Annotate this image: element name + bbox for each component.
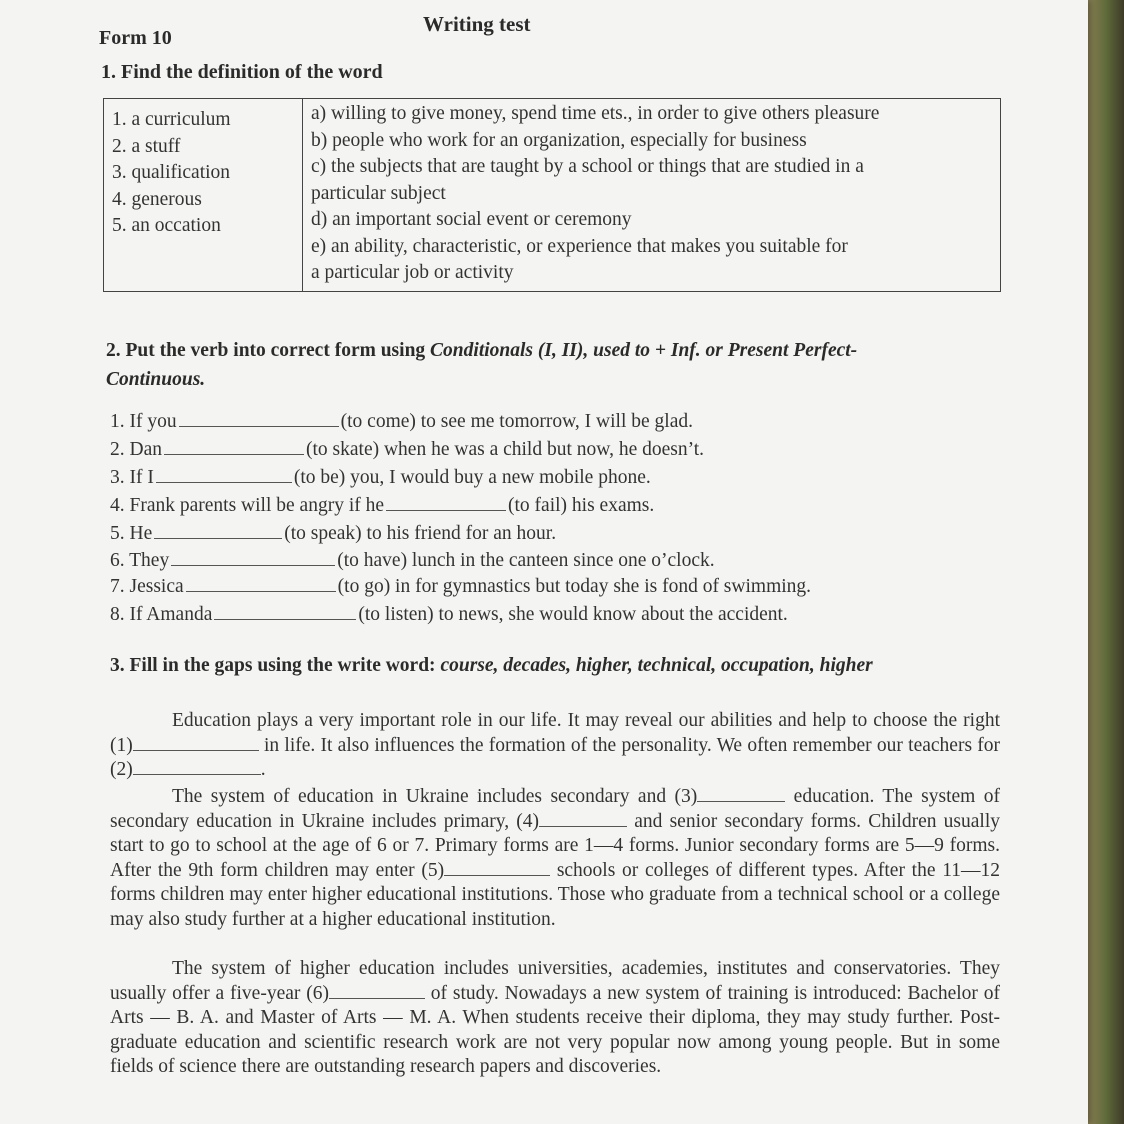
exercise-item xyxy=(110,574,811,598)
paragraph-text: of study. Nowadays a new system of training is introduced: Bachelor of Arts — B. A. and Master of Arts — M. A. When students receive their diploma, they may study further. Post-graduate education and scientific research work are not very popular now among young people. But in some fields of science there are outstanding research papers and discoveries. xyxy=(110,982,1001,1078)
item-text-after: (to speak) to his friend for an hour. xyxy=(284,523,557,544)
item-text-before: 3. If I xyxy=(110,467,154,488)
item-text-after: (to go) in for gymnastics but today she is fond of swimming. xyxy=(337,576,812,597)
section-2-heading-grammar: Conditionals (I, II), used to + Inf. or Present Perfect- xyxy=(430,340,858,361)
item-text-before: 6. They xyxy=(110,550,170,571)
definitions-table xyxy=(103,98,1001,292)
answer-blank[interactable] xyxy=(386,493,506,511)
section-2-heading xyxy=(106,336,986,394)
item-text-after: (to skate) when he was a child but now, he doesn’t. xyxy=(306,439,705,460)
word-item: 4. generous xyxy=(112,188,202,210)
section-2-heading-prefix: 2. Put the verb into correct form using xyxy=(106,340,431,361)
section-1-heading: 1. Find the definition of the word xyxy=(101,61,383,83)
section-3-heading-prefix: 3. Fill in the gaps using the write word: xyxy=(110,655,441,676)
paragraph-text: in life. It also influences the formation of the personality. We often remember our teachers for (2) xyxy=(110,734,1001,781)
paragraph-text: The system of education in Ukraine includes secondary and (3) xyxy=(172,786,698,807)
answer-blank[interactable] xyxy=(697,785,785,802)
item-text-before: 1. If you xyxy=(110,411,177,432)
answer-blank[interactable] xyxy=(164,437,304,455)
page-title: Writing test xyxy=(423,12,531,36)
answer-blank[interactable] xyxy=(329,982,425,999)
item-text-before: 2. Dan xyxy=(110,439,162,460)
definition-line: a particular job or activity xyxy=(311,262,514,283)
paragraph-text: and senior secondary forms. Children usually start to go to school at the age of 6 or 7. Primary forms are 1—4 forms. Junior secondary forms are 5—9 forms. After the 9th form children may enter (5) xyxy=(110,810,1001,881)
answer-blank[interactable] xyxy=(154,521,282,539)
item-text-before: 4. Frank parents will be angry if he xyxy=(110,495,385,516)
item-text-before: 7. Jessica xyxy=(110,576,184,597)
answer-blank[interactable] xyxy=(539,810,627,827)
paragraph-1 xyxy=(110,709,1000,783)
definition-line: a) willing to give money, spend time ets., in order to give others pleasure xyxy=(311,103,880,124)
form-label: Form 10 xyxy=(99,27,172,49)
paragraph-text: schools or colleges of different types. After the 11—12 forms children may enter higher educational institutions. Those who graduate from a technical school or a college may also study further at a higher educational institution. xyxy=(110,859,1001,930)
answer-blank[interactable] xyxy=(156,465,292,483)
answer-blank[interactable] xyxy=(171,548,335,566)
item-text-before: 5. He xyxy=(110,523,153,544)
exercise-item xyxy=(110,409,693,433)
item-text-after: (to have) lunch in the canteen since one o’clock. xyxy=(337,550,715,571)
section-2-heading-grammar-cont: Continuous. xyxy=(106,369,206,390)
answer-blank[interactable] xyxy=(444,859,550,876)
definition-line: c) the subjects that are taught by a school or things that are studied in a xyxy=(311,156,864,177)
paragraph-3 xyxy=(110,957,1000,1080)
answer-blank[interactable] xyxy=(179,409,339,427)
exercise-item xyxy=(110,521,556,545)
words-column xyxy=(104,99,303,292)
answer-blank[interactable] xyxy=(133,758,261,775)
exercise-item xyxy=(110,548,715,572)
answer-blank[interactable] xyxy=(214,602,356,620)
definition-line: d) an important social event or ceremony xyxy=(311,209,632,230)
word-item: 3. qualification xyxy=(112,162,231,183)
definition-line: particular subject xyxy=(311,182,446,204)
word-item: 5. an occation xyxy=(112,215,221,236)
answer-blank[interactable] xyxy=(133,734,259,751)
definition-line: e) an ability, characteristic, or experience that makes you suitable for xyxy=(311,235,848,257)
exercise-item xyxy=(110,493,654,517)
exercise-item xyxy=(110,602,788,626)
answer-blank[interactable] xyxy=(186,574,336,592)
section-3-word-bank: course, decades, higher, technical, occupation, higher xyxy=(440,655,873,676)
paragraph-text: The system of higher education includes universities, academies, institutes and conservatories. They usually offer a five-year (6) xyxy=(110,958,1000,1004)
item-text-before: 8. If Amanda xyxy=(110,604,213,625)
paragraph-text: Education plays a very important role in our life. It may reveal our abilities and help to choose the right (1) xyxy=(110,710,1000,756)
definitions-column xyxy=(303,99,1001,292)
definition-line: b) people who work for an organization, especially for business xyxy=(311,129,807,151)
paragraph-text: education. The system of secondary education in Ukraine includes primary, (4) xyxy=(110,786,1000,832)
exercise-item xyxy=(110,437,704,461)
exercise-item xyxy=(110,465,651,489)
item-text-after: (to listen) to news, she would know about the accident. xyxy=(358,604,788,625)
section-3-heading xyxy=(110,655,873,677)
word-item: 2. a stuff xyxy=(112,135,181,157)
item-text-after: (to be) you, I would buy a new mobile phone. xyxy=(293,467,651,488)
item-text-after: (to come) to see me tomorrow, I will be glad. xyxy=(340,411,693,432)
item-text-after: (to fail) his exams. xyxy=(508,495,655,516)
paragraph-text: . xyxy=(260,759,266,781)
paragraph-2 xyxy=(110,785,1000,933)
word-item: 1. a curriculum xyxy=(112,109,231,130)
